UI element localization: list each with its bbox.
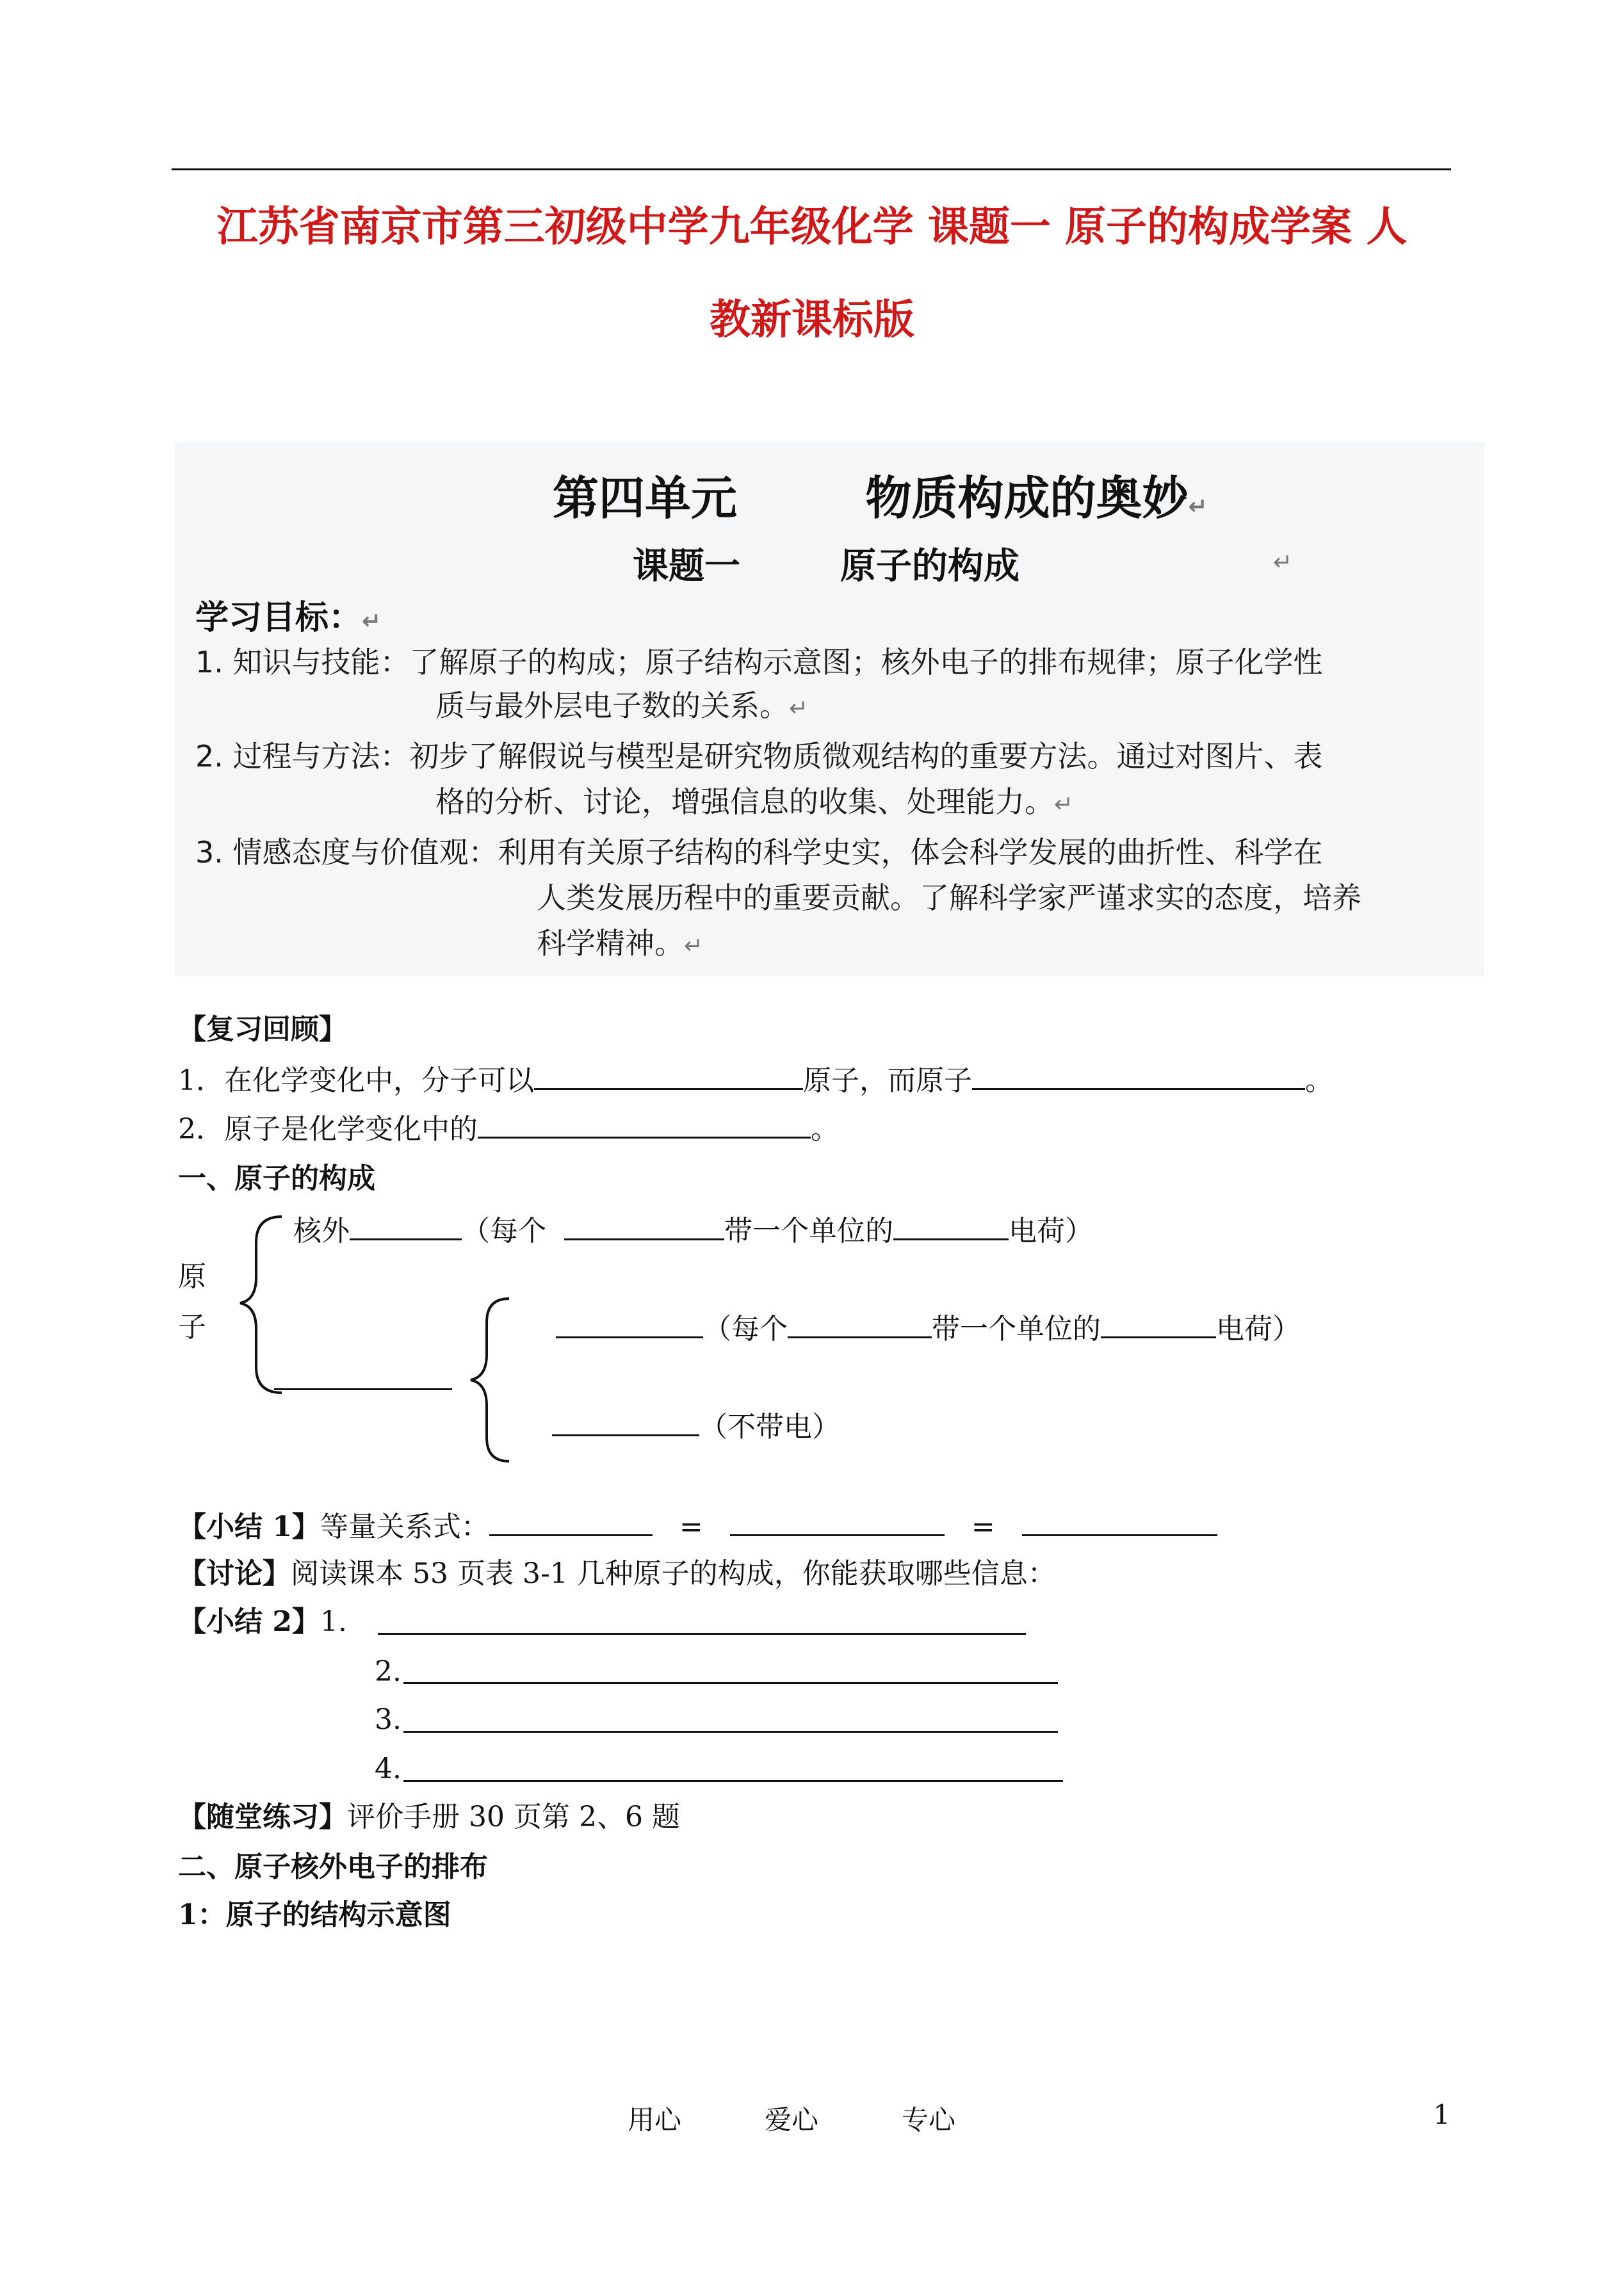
header-rule (172, 168, 1451, 170)
electron-row: 核外 （每个 带一个单位的 电荷） (293, 1212, 1093, 1249)
review-question-2: 2．原子是化学变化中的 。 (178, 1110, 839, 1148)
document-title-line2: 教新课标版 (710, 296, 914, 344)
answer-blank[interactable] (972, 1061, 1305, 1090)
answer-blank[interactable] (556, 1310, 703, 1338)
section-2-subheading: 1：原子的结构示意图 (178, 1899, 451, 1931)
nucleus-blank[interactable] (274, 1388, 452, 1390)
summary-2-item-3: 3. (375, 1703, 402, 1736)
summary-1: 【小结 1】等量关系式： = = (178, 1507, 1217, 1545)
summary-2-item-2: 2. (375, 1655, 402, 1688)
review-question-1: 1．在化学变化中，分子可以 原子，而原子 。 (178, 1061, 1333, 1099)
answer-blank[interactable] (1022, 1507, 1217, 1536)
lesson-title: 课题一 原子的构成 (633, 546, 1019, 587)
answer-blank[interactable] (788, 1310, 932, 1338)
objective-1: 1. 知识与技能：了解原子的构成；原子结构示意图；核外电子的排布规律；原子化学性 (195, 645, 1323, 679)
discussion: 【讨论】阅读课本 53 页表 3-1 几种原子的构成，你能获取哪些信息： (178, 1557, 1056, 1590)
answer-line-1[interactable] (378, 1633, 1026, 1635)
answer-blank[interactable] (564, 1212, 724, 1240)
objectives-image: 第四单元 物质构成的奥妙↵ 课题一 原子的构成 ↵ 学习目标：↵ 1. 知识与技能：了解原子的构成；原子结构示意图；核外电子的排布规律；原子化学性 质与最外层电子数的关系。↵ 2. 过程与方法：初步了解假说与模型是研究物质微观结构的重要方法。通过对图片、表 格的分析、讨论，增强信息的收集、处理能力。↵ 3. 情感态度与价值观：利用有关原子结构的科学史实，体会科学发展的曲折性、科学在 人类发展历程中的重要贡献。了解科学家严谨求实的态度，培养 科学精神。↵ (175, 442, 1484, 977)
atom-structure-brace (237, 1210, 295, 1402)
answer-blank[interactable] (730, 1507, 945, 1536)
nucleus-brace (467, 1293, 519, 1466)
neutron-row: （不带电） (552, 1407, 840, 1445)
objective-3: 3. 情感态度与价值观：利用有关原子结构的科学史实，体会科学发展的曲折性、科学在 (195, 835, 1323, 870)
document-title-line1: 江苏省南京市第三初级中学九年级化学 课题一 原子的构成学案 人 (216, 203, 1408, 251)
practice: 【随堂练习】评价手册 30 页第 2、6 题 (178, 1801, 680, 1833)
review-heading: 【复习回顾】 (178, 1013, 347, 1046)
unit-title: 第四单元 物质构成的奥妙↵ (553, 471, 1208, 525)
atom-label: 子 (178, 1311, 206, 1343)
objective-2: 2. 过程与方法：初步了解假说与模型是研究物质微观结构的重要方法。通过对图片、表 (195, 739, 1323, 774)
section-1-heading: 一、原子的构成 (178, 1162, 375, 1195)
objectives-heading: 学习目标：↵ (195, 599, 382, 637)
answer-blank[interactable] (489, 1507, 653, 1536)
answer-line-4[interactable] (403, 1780, 1063, 1782)
answer-blank[interactable] (893, 1212, 1009, 1240)
answer-blank[interactable] (350, 1212, 462, 1240)
answer-blank[interactable] (1101, 1310, 1216, 1338)
proton-row: （每个 带一个单位的 电荷） (556, 1310, 1301, 1347)
answer-blank[interactable] (534, 1061, 803, 1090)
answer-line-3[interactable] (403, 1731, 1058, 1733)
summary-2: 【小结 2】1. (178, 1605, 347, 1638)
section-2-heading: 二、原子核外电子的排布 (178, 1851, 488, 1883)
footer-motto: 用心 爱心 专心 (628, 2104, 956, 2136)
answer-line-2[interactable] (403, 1682, 1058, 1684)
answer-blank[interactable] (478, 1110, 811, 1139)
answer-blank[interactable] (552, 1407, 699, 1436)
atom-label: 原 (178, 1260, 206, 1293)
page-number: 1 (1433, 2099, 1450, 2130)
summary-2-item-4: 4. (375, 1753, 402, 1785)
